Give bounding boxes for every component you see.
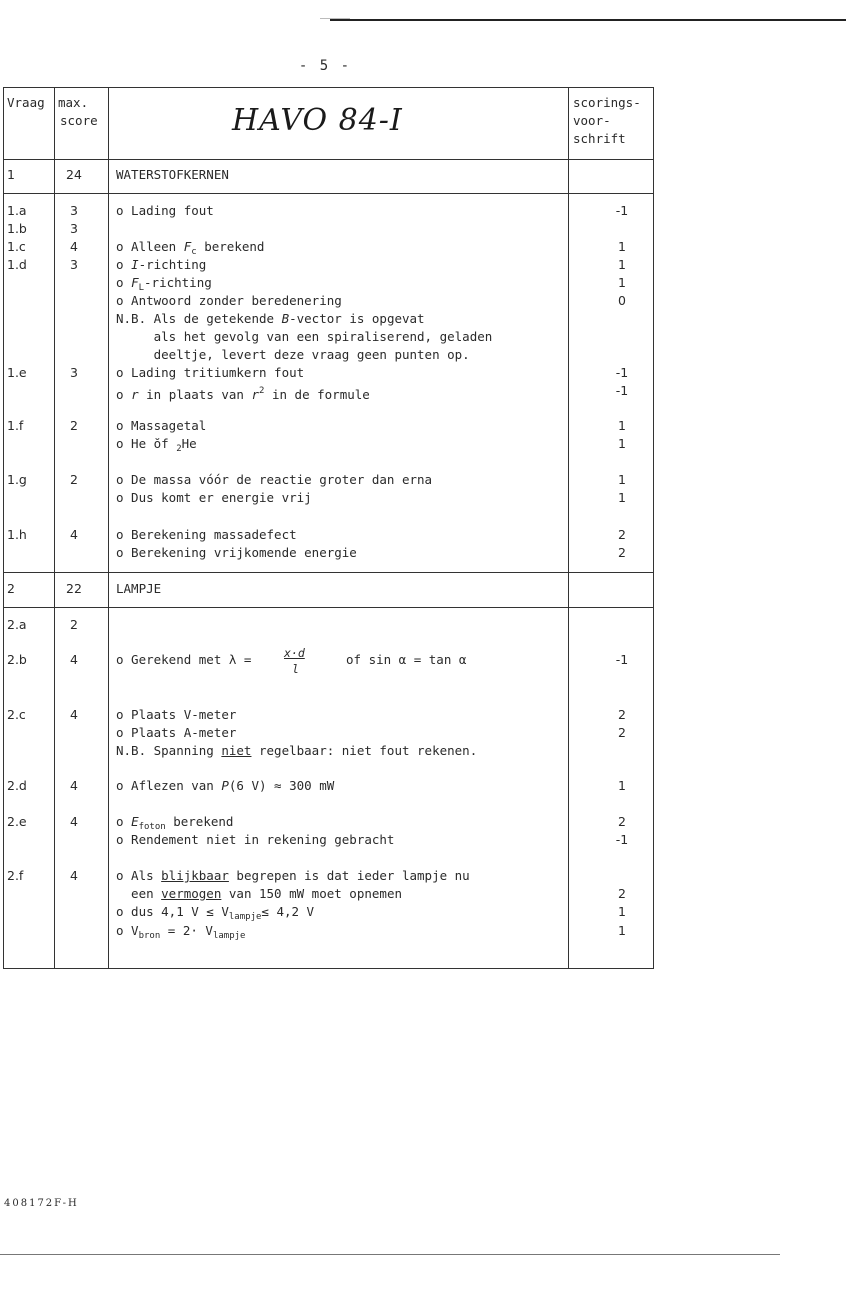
criterion-line: o I-richting	[116, 257, 207, 272]
criterion-line: o De massa vóór de reactie groter dan erna	[116, 472, 433, 487]
formula-numerator: x·d	[284, 646, 305, 660]
question-max-score: 4	[70, 868, 78, 883]
section-max-score: 24	[66, 167, 82, 182]
score-value: 2	[618, 545, 626, 560]
question-number: 1.g	[7, 472, 27, 487]
note-line: deeltje, levert deze vraag geen punten op.	[116, 347, 470, 362]
criterion-line: o Alleen $F_c$ berekend	[116, 239, 265, 257]
score-value: -1	[615, 365, 629, 380]
row-divider	[3, 193, 654, 194]
criterion-line: een vermogen van 150 mW moet opnemen	[116, 886, 402, 901]
header-voor: voor-	[573, 113, 611, 128]
score-value: 1	[618, 904, 626, 919]
row-divider	[3, 572, 654, 573]
criterion-line: o Massagetal	[116, 418, 207, 433]
score-value: 0	[618, 293, 626, 308]
question-max-score: 4	[70, 652, 78, 667]
criterion-line: o Antwoord zonder beredenering	[116, 293, 342, 308]
question-number: 1.e	[7, 365, 27, 380]
bottom-rule	[0, 1254, 780, 1255]
question-number: 1.a	[7, 203, 27, 218]
score-value: -1	[615, 652, 629, 667]
score-value: -1	[615, 383, 629, 398]
row-divider	[3, 607, 654, 608]
question-number: 2.f	[7, 868, 24, 883]
criterion-line: o Lading fout	[116, 203, 214, 218]
score-value: 2	[618, 707, 626, 722]
question-max-score: 3	[70, 221, 78, 236]
score-value: -1	[615, 203, 629, 218]
criterion-line: o Als blijkbaar begrepen is dat ieder lampje nu	[116, 868, 470, 883]
question-max-score: 4	[70, 778, 78, 793]
criterion-line: o Lading tritiumkern fout	[116, 365, 305, 380]
question-max-score: 2	[70, 617, 78, 632]
handwritten-title: HAVO 84-I	[232, 103, 403, 138]
criterion-line: o Berekening vrijkomende energie	[116, 545, 357, 560]
score-value: 1	[618, 418, 626, 433]
question-number: 1.b	[7, 221, 27, 236]
question-max-score: 3	[70, 257, 78, 272]
section-title: LAMPJE	[116, 581, 162, 596]
criterion-line: o Aflezen van P(6 V) ≈ 300 mW	[116, 778, 335, 793]
score-value: 1	[618, 436, 626, 451]
question-number: 2.b	[7, 652, 27, 667]
criterion-line: o Plaats V-meter	[116, 707, 237, 722]
question-number: 2.c	[7, 707, 26, 722]
score-value: 1	[618, 275, 626, 290]
score-value: 2	[618, 886, 626, 901]
score-value: 1	[618, 472, 626, 487]
column-divider	[568, 87, 569, 969]
note-line: N.B. Spanning niet regelbaar: niet fout rekenen.	[116, 743, 478, 758]
criterion-line: o $F_L$-richting	[116, 275, 212, 293]
column-divider	[54, 87, 55, 969]
formula-denominator: l	[292, 662, 299, 676]
section-title: WATERSTOFKERNEN	[116, 167, 229, 182]
header-scoring: scorings-	[573, 95, 641, 110]
criterion-line: o He ŏf $_2$He	[116, 436, 197, 454]
table-border-left	[3, 87, 4, 969]
score-value: 2	[618, 814, 626, 829]
section-max-score: 22	[66, 581, 82, 596]
question-number: 2.e	[7, 814, 27, 829]
section-number: 1	[7, 167, 15, 182]
note-line: N.B. Als de getekende B-vector is opgevat	[116, 311, 425, 326]
score-value: 2	[618, 725, 626, 740]
question-number: 1.d	[7, 257, 27, 272]
criterion-line: o $E_{foton}$ berekend	[116, 814, 234, 832]
criterion-line: o Plaats A-meter	[116, 725, 237, 740]
criterion-line: o Berekening massadefect	[116, 527, 297, 542]
score-value: 1	[618, 490, 626, 505]
header-max: max.	[58, 95, 89, 110]
table-border-right	[653, 87, 654, 969]
question-max-score: 3	[70, 365, 78, 380]
score-value: 2	[618, 527, 626, 542]
question-number: 1.h	[7, 527, 27, 542]
score-value: 1	[618, 257, 626, 272]
score-value: -1	[615, 832, 629, 847]
criterion-line: o Dus komt er energie vrij	[116, 490, 312, 505]
question-number: 2.d	[7, 778, 27, 793]
table-border-top	[3, 87, 654, 88]
document-code: 408172F-H	[4, 1198, 79, 1209]
score-value: 1	[618, 239, 626, 254]
criterion-line: o dus 4,1 $V \le V_{lampje}\le 4,2$ V	[116, 904, 315, 922]
criterion-line: o r in plaats van $r^2$ in de formule	[116, 386, 370, 402]
header-score: score	[60, 113, 98, 128]
question-max-score: 4	[70, 527, 78, 542]
table-border-bottom	[3, 968, 654, 969]
top-rule	[330, 19, 846, 21]
question-max-score: 2	[70, 472, 78, 487]
score-value: 1	[618, 923, 626, 938]
question-max-score: 4	[70, 707, 78, 722]
section-number: 2	[7, 581, 15, 596]
row-divider	[3, 159, 654, 160]
criterion-line: o Gerekend met λ =	[116, 652, 259, 667]
question-number: 2.a	[7, 617, 27, 632]
column-divider	[108, 87, 109, 969]
score-value: 1	[618, 778, 626, 793]
header-vraag: Vraag	[7, 95, 45, 110]
criterion-line: o $V_{bron} = 2\cdot V_{lampje}$	[116, 923, 246, 941]
question-max-score: 4	[70, 239, 78, 254]
page-number: - 5 -	[298, 58, 352, 74]
question-number: 1.f	[7, 418, 24, 433]
question-max-score: 3	[70, 203, 78, 218]
note-line: als het gevolg van een spiraliserend, geladen	[116, 329, 493, 344]
question-max-score: 4	[70, 814, 78, 829]
formula-condition: of sin α = tan α	[346, 652, 467, 667]
criterion-line: o Rendement niet in rekening gebracht	[116, 832, 395, 847]
question-max-score: 2	[70, 418, 78, 433]
header-schrift: schrift	[573, 131, 626, 146]
question-number: 1.c	[7, 239, 26, 254]
